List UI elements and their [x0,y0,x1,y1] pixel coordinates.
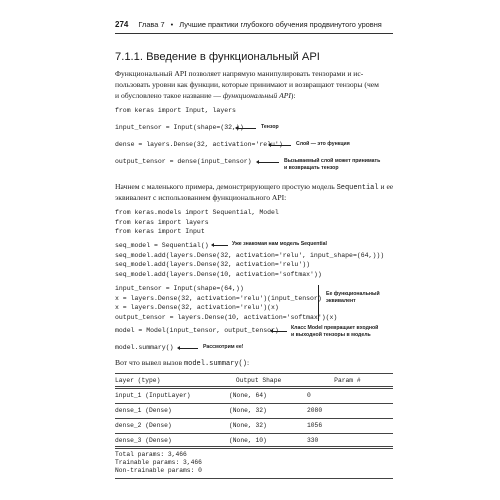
annotation-functional-eq-1: Ее функциональный [326,291,380,297]
chapter-title: Лучшие практики глубокого обучения продвинутого уровня [179,20,382,29]
para2-text: Начнем с маленького примера, демонстрирующего простую модель [115,182,337,191]
intro-line-3-text: и обусловлено такое название — [115,91,223,100]
row-divider [115,418,393,419]
intro-italic-term: функциональный API [222,91,291,100]
trainable-params: Trainable params: 3,466 [115,459,202,466]
code-line: x = layers.Dense(32, activation='relu')(x) [115,304,279,311]
code-line: input_tensor = Input(shape=(64,)) [115,285,244,292]
summary-top-rule [115,373,393,374]
summary-double-rule [115,386,393,387]
header-bullet: • [170,20,174,29]
code-line: seq_model.add(layers.Dense(32, activation='relu')) [115,261,311,268]
arrow-icon [214,245,228,246]
annotation-sequential: Уже знакомая нам модель Sequential [232,241,327,247]
code-line: seq_model = Sequential() [115,242,209,249]
running-header [115,18,393,32]
annotation-callable-2: и возвращать тензор [284,165,339,171]
code-line: seq_model.add(layers.Dense(10, activation='softmax')) [115,270,322,278]
page-number: 274 [115,20,129,29]
para3-text-end: : [246,358,250,367]
chapter-label: Глава 7 [138,20,165,29]
code-line: x = layers.Dense(32, activation='relu')(input_tensor) [115,294,322,302]
output-shape: (None, 32) [229,422,267,429]
code-line: model = Model(input_tensor, output_tensor) [115,327,279,334]
annotation-callable-1: Вызываемый слой может принимать [284,158,381,164]
code-line: from keras import Input [115,228,205,235]
annotation-look: Рассмотрим ее! [203,344,244,350]
para2-code: Sequential [336,184,379,192]
summary-double-rule [115,446,393,447]
header-rule [115,33,393,34]
output-shape: (None, 64) [229,392,267,399]
intro-line-3-end: ): [290,91,296,100]
param-count: 1056 [307,422,323,429]
table-row [115,407,393,417]
bracket-line [318,285,319,321]
code-line: from keras.models import Sequential, Model [115,209,279,216]
non-trainable-params: Non-trainable params: 0 [115,467,202,474]
code-line: output_tensor = layers.Dense(10, activation='softmax')(x) [115,313,338,321]
code-line: dense = layers.Dense(32, activation='relu') [115,141,283,148]
annotation-layer-function: Слой — это функция [296,141,350,147]
layer-name: dense_3 (Dense) [115,437,172,444]
output-shape: (None, 32) [229,407,267,414]
summary-bottom-rule [115,478,393,479]
para3-code: model.summary() [183,360,247,368]
output-shape: (None, 10) [229,437,267,444]
annotation-model-class-2: и выходной тензоры в модель [291,332,371,338]
table-row [115,422,393,432]
param-count: 0 [307,392,311,399]
code-line: input_tensor = Input(shape=(32,)) [115,124,244,131]
para3-text: Вот что вывел вызов [115,358,184,367]
annotation-functional-eq-2: эквивалент [326,298,356,304]
code-line: from keras import Input, layers [115,107,236,114]
param-count: 2080 [307,407,323,414]
para3 [115,357,400,370]
row-divider [115,403,393,404]
total-params: Total params: 3,466 [115,451,187,458]
layer-name: input_1 (InputLayer) [115,392,191,399]
param-count: 330 [307,437,319,444]
layer-name: dense_1 (Dense) [115,407,172,414]
intro-line-3 [115,90,400,101]
layer-name: dense_2 (Dense) [115,422,172,429]
summary-header: Layer (type) Output Shape Param # [115,377,361,384]
para2-text-end: и ее [378,182,394,191]
annotation-tensor: Тензор [261,124,279,130]
row-divider [115,433,393,434]
intro-line-2: пользовать уровни как функции, которые принимают и возвращают тензоры (чем [115,80,379,89]
annotation-model-class-1: Класс Model превращает входной [291,325,379,331]
code-line: from keras import layers [115,218,209,226]
intro-line-1: Функциональный API позволяет напрямую манипулировать тензорами и ис- [115,69,364,78]
para2-line-2: эквивалент с использованием функционального API: [115,193,287,202]
arrow-icon [273,331,287,332]
code-line: seq_model.add(layers.Dense(32, activation='relu', input_shape=(64,))) [115,251,385,259]
code-line: output_tensor = dense(input_tensor) [115,158,252,165]
arrow-icon [238,128,256,129]
code-line: model.summary() [115,344,174,351]
section-title: 7.1.1. Введение в функциональный API [115,51,320,63]
arrow-icon [180,348,198,349]
table-row [115,392,393,402]
arrow-icon [271,145,291,146]
arrow-icon [259,162,279,163]
